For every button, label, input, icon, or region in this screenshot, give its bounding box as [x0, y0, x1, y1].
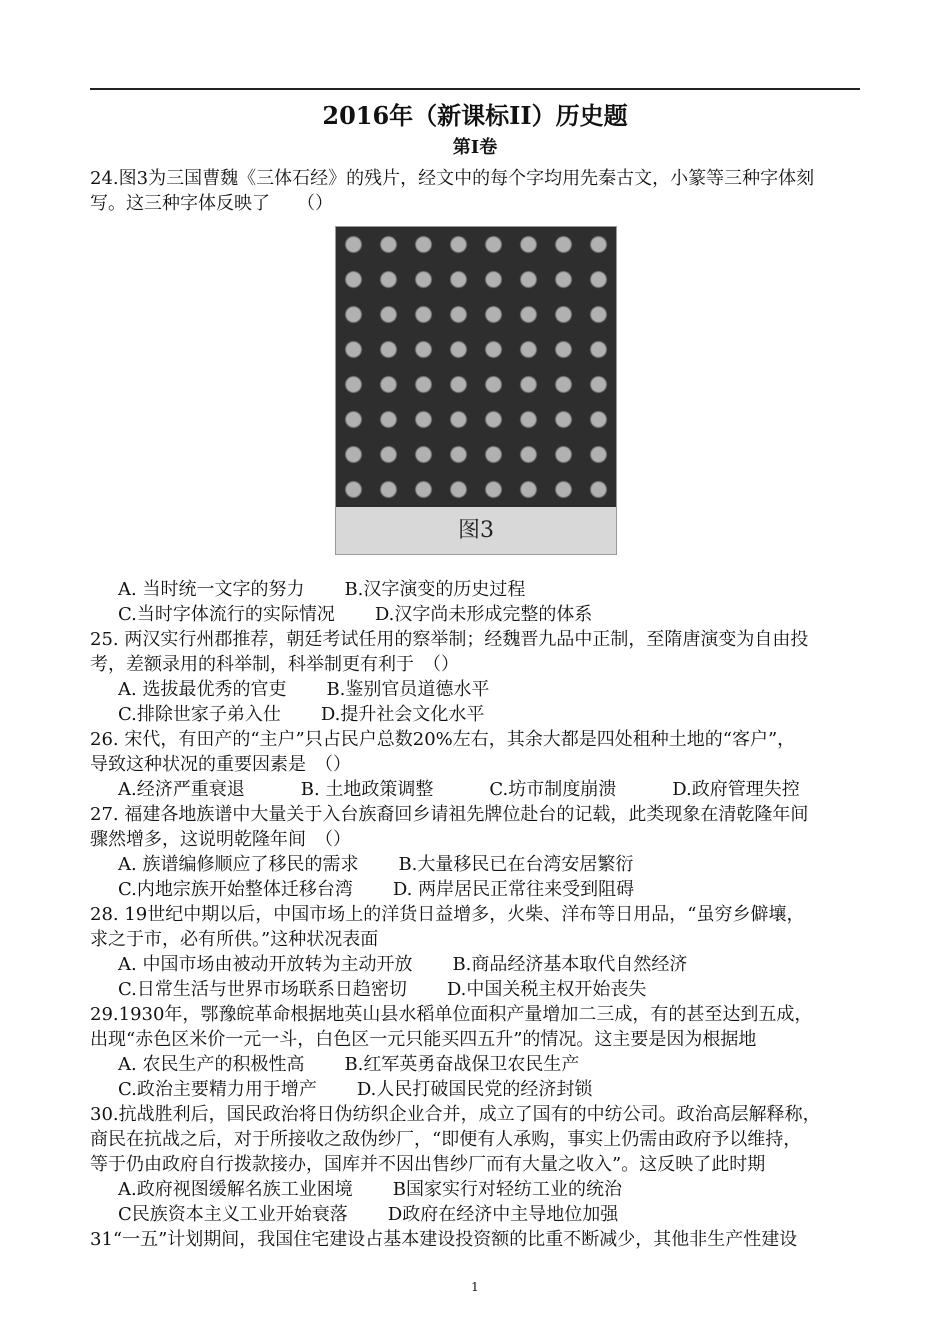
question-stem-line: 求之于市，必有所供。”这种状况表面 [90, 929, 379, 950]
answer-option: B. 土地政策调整 [300, 779, 434, 800]
question-stem-line: 27. 福建各地族谱中大量关于入台族裔回乡请祖先牌位赴台的记载，此类现象在清乾隆年间 [90, 804, 809, 825]
answer-option: D.中国关税主权开始丧失 [446, 979, 647, 1000]
rubbing-image [336, 227, 616, 507]
options-row [90, 852, 865, 877]
question-stem-line: 出现“赤色区米价一元一斗，白色区一元只能买四五升”的情况。这主要是因为根据地 [90, 1029, 757, 1050]
options-row [90, 1077, 865, 1102]
question [90, 1227, 865, 1252]
answer-option: C民族资本主义工业开始衰落 [118, 1204, 348, 1225]
answer-option: D.政府管理失控 [672, 779, 800, 800]
options-row [90, 877, 865, 902]
question [90, 902, 865, 1002]
answer-option: A. 选拔最优秀的官吏 [118, 679, 287, 700]
answer-option: C.内地宗族开始整体迁移台湾 [118, 879, 353, 900]
header-rule [90, 88, 860, 90]
options-row [90, 577, 865, 602]
questions-body [90, 166, 865, 1252]
question [90, 1102, 865, 1227]
answer-option: A. 农民生产的积极性高 [118, 1054, 305, 1075]
question-stem-line: 26. 宋代，有田产的“主户”只占民户总数20%左右，其余大都是四处租种土地的“客户”， [90, 729, 796, 750]
options-row [90, 677, 865, 702]
answer-option: B.红军英勇奋战保卫农民生产 [344, 1054, 580, 1075]
question-stem-line: 等于仍由政府自行拨款接办，国库并不因出售纱厂而有大量之收入”。这反映了此时期 [90, 1154, 766, 1175]
options-row [90, 952, 865, 977]
question-stem-line: 考，差额录用的科举制，科举制更有利于 （） [90, 654, 459, 675]
answer-option: D.提升社会文化水平 [320, 704, 485, 725]
question-stem-line: 写。这三种字体反映了 （） [90, 193, 333, 214]
answer-option: B.汉字演变的历史过程 [344, 579, 526, 600]
answer-option: D政府在经济中主导地位加强 [387, 1204, 619, 1225]
answer-option: C.当时字体流行的实际情况 [118, 604, 335, 625]
answer-option: C.排除世家子弟入仕 [118, 704, 281, 725]
figure-caption: 图3 [336, 507, 616, 554]
question-stem-line: 24.图3为三国曹魏《三体石经》的残片，经文中的每个字均用先秦古文，小篆等三种字体刻 [90, 168, 815, 189]
answer-option: B.大量移民已在台湾安居繁衍 [398, 854, 634, 875]
page-number: 1 [471, 1280, 479, 1294]
question [90, 627, 865, 727]
answer-option: C.坊市制度崩溃 [489, 779, 617, 800]
question-stem-line: 28. 19世纪中期以后，中国市场上的洋货日益增多，火柴、洋布等日用品，“虽穷乡僻壤， [90, 904, 805, 925]
answer-option: B.鉴别官员道德水平 [326, 679, 490, 700]
answer-option: D. 两岸居民正常往来受到阻碍 [392, 879, 635, 900]
page-title: 2016年（新课标II）历史题 [322, 101, 628, 130]
question [90, 1002, 865, 1102]
options-row [90, 1177, 865, 1202]
answer-option: A. 中国市场由被动开放转为主动开放 [118, 954, 413, 975]
answer-option: A.政府视图缓解名族工业困境 [118, 1179, 353, 1200]
answer-option: A. 族谱编修顺应了移民的需求 [118, 854, 359, 875]
answer-option: D.人民打破国民党的经济封锁 [356, 1079, 593, 1100]
answer-option: C.政治主要精力用于增产 [118, 1079, 317, 1100]
answer-option: B.商品经济基本取代自然经济 [452, 954, 688, 975]
question [90, 802, 865, 902]
answer-option: B国家实行对轻纺工业的统治 [392, 1179, 622, 1200]
options-row [90, 977, 865, 1002]
answer-option: D.汉字尚未形成完整的体系 [374, 604, 593, 625]
options-row [90, 602, 865, 627]
answer-option: A.经济严重衰退 [118, 779, 245, 800]
answer-option: A. 当时统一文字的努力 [118, 579, 305, 600]
options-row [90, 777, 865, 802]
question-stem-line: 商民在抗战之后，对于所接收之敌伪纱厂，“即便有人承购，事实上仍需由政府予以维持， [90, 1129, 802, 1150]
question-stem-line: 30.抗战胜利后，国民政治将日伪纺织企业合并，成立了国有的中纺公司。政治高层解释称， [90, 1104, 821, 1125]
question-stem-line: 29.1930年，鄂豫皖革命根据地英山县水稻单位面积产量增加二三成，有的甚至达到五成， [90, 1004, 813, 1025]
options-row [90, 1202, 865, 1227]
stone-classic-figure [335, 226, 617, 555]
question-stem-line: 骤然增多，这说明乾隆年间 （） [90, 829, 351, 850]
options-row [90, 702, 865, 727]
section-title: 第Ⅰ卷 [452, 137, 498, 158]
question-stem-line: 25. 两汉实行州郡推荐，朝廷考试任用的察举制；经魏晋九品中正制，至隋唐演变为自由投 [90, 629, 809, 650]
answer-option: C.日常生活与世界市场联系日趋密切 [118, 979, 407, 1000]
options-row [90, 1052, 865, 1077]
question [90, 727, 865, 802]
question [90, 166, 865, 627]
question-stem-line: 导致这种状况的重要因素是 （） [90, 754, 351, 775]
question-stem-line: 31“一五”计划期间，我国住宅建设占基本建设投资额的比重不断减少，其他非生产性建设 [90, 1229, 798, 1250]
